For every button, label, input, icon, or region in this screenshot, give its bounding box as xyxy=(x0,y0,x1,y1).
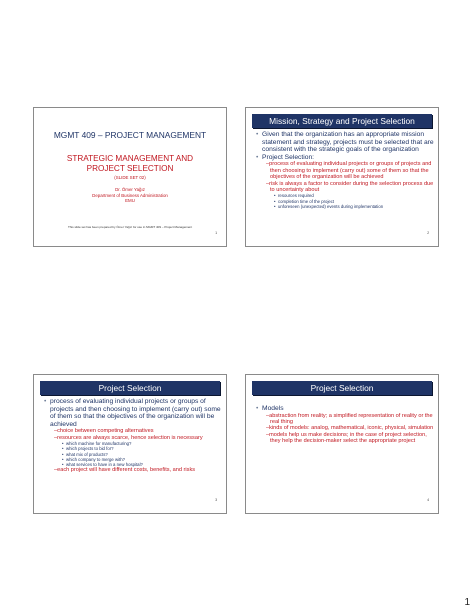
slide-3-title: Project Selection xyxy=(40,381,220,395)
slide-thumbnail-1 xyxy=(33,107,227,247)
slide-thumbnail-3 xyxy=(33,374,227,514)
slide-1-subtitle-line-2: PROJECT SELECTION xyxy=(86,164,174,173)
department-name: Department of Business Administration xyxy=(92,192,168,198)
slide-2-subsub-3: • unforeseen (unexpected) events during implementation xyxy=(256,204,434,209)
slide-2-bullet-1: • Given that the organization has an appropriate mission statement and strategy, projects must be selected that are consistent with the strategic goals of the organization xyxy=(256,131,434,154)
slide-4-content xyxy=(256,405,434,445)
slide-4-title: Project Selection xyxy=(252,381,432,395)
slide-3-number: 3 xyxy=(215,498,217,502)
slide-3-bullet-1: • process of evaluating individual projects or groups of projects and then choosing to implement (carry out) some of them so that the objectives of the organization will be achieved xyxy=(44,398,222,428)
slide-3-subsub-3: • what mix of products? xyxy=(44,452,222,457)
slide-3-sub-2: –resources are always scarce, hence selection is necessary xyxy=(54,434,203,441)
slide-3-subsub-1: • which machine for manufacturing? xyxy=(44,441,222,446)
slide-thumbnail-4 xyxy=(245,374,439,514)
slide-3-subsub-5: • what services to have in a new hospital? xyxy=(44,462,222,467)
slide-1-author-block xyxy=(34,187,226,204)
slide-3-subsub-2: • which projects to bid for? xyxy=(44,446,222,451)
slide-1-subtitle xyxy=(34,154,226,174)
slide-3-content xyxy=(44,398,222,474)
slide-2-subsub-2: • completion time of the project xyxy=(256,199,434,204)
slide-2-sub-1: –process of evaluating individual projects or groups of projects and then choosing to implement (carry out) some of them so that the objectives of the organization will be achieved xyxy=(266,161,432,181)
slide-2-title: Mission, Strategy and Project Selection xyxy=(252,114,432,128)
slide-1-title: MGMT 409 – PROJECT MANAGEMENT xyxy=(53,130,207,140)
school-name: EMU xyxy=(125,198,135,204)
slide-3-subsub-4: • which company to merge with? xyxy=(44,457,222,462)
slide-2-bullet-2: • Project Selection: xyxy=(256,154,434,162)
slide-set-label: (SLIDE SET 02) xyxy=(114,175,146,180)
slide-2-content xyxy=(256,131,434,209)
slide-3-sub-1: –choice between competing alternatives xyxy=(54,428,154,435)
slide-thumbnail-2 xyxy=(245,107,439,247)
slide-2-subsub-1: • resources required xyxy=(256,193,434,198)
slide-1-subtitle-line-1: STRATEGIC MANAGEMENT AND xyxy=(66,154,194,163)
slide-4-sub-3: –models help us make decisions; in the case of project selection, they help the decision-maker select the appropriate project xyxy=(266,431,427,445)
page-number: 1 xyxy=(464,597,470,608)
slide-4-bullet-1: • Models xyxy=(256,405,434,413)
slide-4-sub-2: –kinds of models: analog, mathematical, iconic, physical, simulation xyxy=(266,425,434,432)
slide-2-number: 2 xyxy=(427,231,429,235)
slide-4-sub-1: –abstraction from reality; a simplified representation of reality or the real thing xyxy=(266,412,433,425)
slide-3-sub-3: –each project will have different costs, benefits, and risks xyxy=(54,467,196,474)
slide-1-footer-note: This slide set has been prepared by Ömer Yağız for use in MGMT 409 – Project Management xyxy=(67,225,193,229)
slide-2-sub-2: –risk is always a factor to consider during the selection process due to uncertainty about xyxy=(266,180,434,193)
slide-1-number: 1 xyxy=(215,231,217,235)
slide-4-number: 4 xyxy=(427,498,429,502)
author-name: Dr. Ömer Yağız xyxy=(115,187,145,192)
